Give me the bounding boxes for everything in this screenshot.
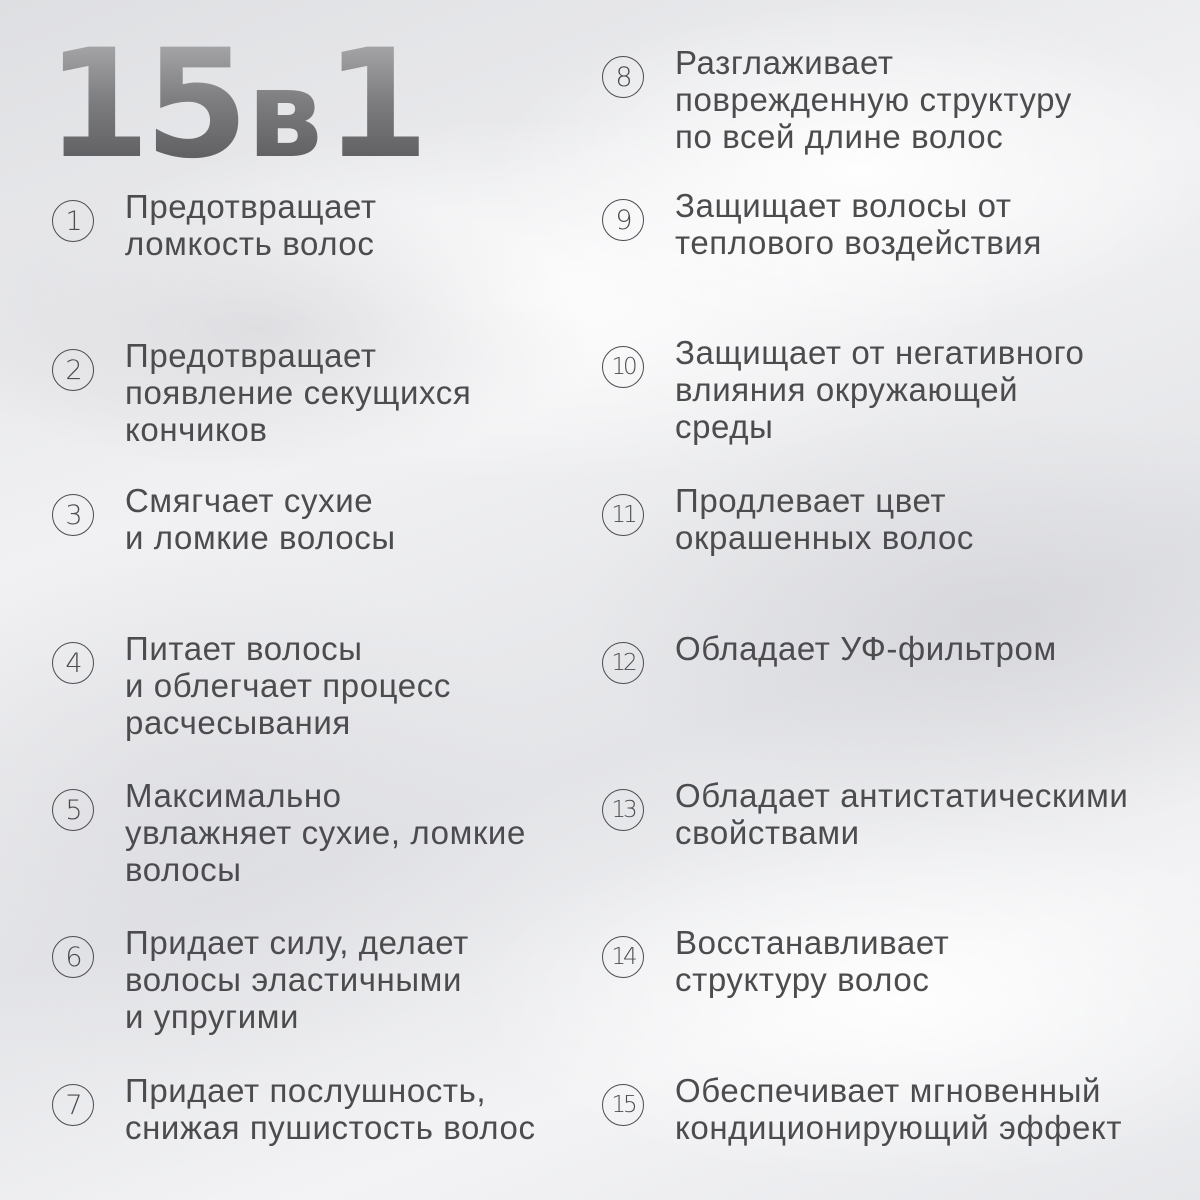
number-circle-10: 10 [602, 346, 644, 388]
benefit-line: Защищает от негативного [675, 334, 1085, 371]
number-circle-6: 6 [52, 936, 94, 978]
benefit-line: поврежденную структуру [675, 81, 1072, 118]
benefit-text-6 [125, 924, 469, 1035]
benefit-line: Питает волосы [125, 630, 363, 667]
benefit-line: среды [675, 408, 774, 445]
benefit-item-9 [602, 187, 1042, 261]
benefit-line: Обладает УФ-фильтром [675, 630, 1057, 667]
benefit-text-7 [125, 1072, 536, 1146]
number-circle-3: 3 [52, 494, 94, 536]
benefit-line: и упругими [125, 998, 300, 1035]
benefit-item-14 [602, 924, 950, 998]
benefit-text-1 [125, 188, 377, 262]
headline-number: 15 [46, 18, 243, 192]
benefit-text-12 [675, 630, 1057, 667]
benefit-line: Придает послушность, [125, 1072, 487, 1109]
benefit-line: волосы эластичными [125, 961, 462, 998]
benefit-line: кончиков [125, 411, 268, 448]
benefit-line: Предотвращает [125, 188, 377, 225]
benefit-line: появление секущихся [125, 374, 472, 411]
benefit-item-8 [602, 44, 1072, 155]
benefit-text-14 [675, 924, 949, 998]
benefit-line: Защищает волосы от [675, 187, 1012, 224]
benefit-line: ломкость волос [125, 225, 375, 262]
number-circle-9: 9 [602, 199, 644, 241]
benefit-text-2 [125, 337, 471, 448]
headline-15-in-1 [46, 18, 423, 203]
benefit-item-10 [602, 334, 1085, 445]
benefit-text-15 [675, 1072, 1122, 1146]
benefit-line: влияния окружающей [675, 371, 1019, 408]
benefit-text-4 [125, 630, 451, 741]
benefit-line: Восстанавливает [675, 924, 950, 961]
benefit-line: Смягчает сухие [125, 482, 374, 519]
benefit-item-2 [52, 337, 472, 448]
number-circle-1: 1 [52, 200, 94, 242]
number-circle-14: 14 [602, 936, 644, 978]
benefit-text-11 [675, 482, 974, 556]
benefit-line: Продлевает цвет [675, 482, 947, 519]
number-circle-7: 7 [52, 1084, 94, 1126]
benefit-item-6 [52, 924, 469, 1035]
number-circle-5: 5 [52, 789, 94, 831]
benefit-text-9 [675, 187, 1042, 261]
benefit-item-11 [602, 482, 975, 556]
benefit-line: Предотвращает [125, 337, 377, 374]
benefit-text-3 [125, 482, 396, 556]
benefit-line: теплового воздействия [675, 224, 1042, 261]
benefit-item-7 [52, 1072, 536, 1146]
headline-number-one: 1 [324, 18, 424, 192]
benefit-line: свойствами [675, 814, 860, 851]
benefit-line: снижая пушистость волос [125, 1109, 536, 1146]
number-circle-8: 8 [602, 56, 644, 98]
benefit-line: и облегчает процесс [125, 667, 451, 704]
benefit-text-8 [675, 44, 1072, 155]
headline-word: в [246, 46, 321, 185]
benefit-item-5 [52, 777, 526, 888]
number-circle-11: 11 [602, 494, 644, 536]
benefit-line: и ломкие волосы [125, 519, 396, 556]
benefit-line: кондиционирующий эффект [675, 1109, 1123, 1146]
benefit-line: увлажняет сухие, ломкие [125, 814, 526, 851]
number-circle-15: 15 [602, 1084, 644, 1126]
benefit-item-1 [52, 188, 377, 262]
benefit-line: Разглаживает [675, 44, 894, 81]
benefit-line: Обеспечивает мгновенный [675, 1072, 1102, 1109]
benefit-item-4 [52, 630, 451, 741]
benefit-line: расчесывания [125, 704, 351, 741]
benefit-line: Обладает антистатическими [675, 777, 1129, 814]
benefit-text-13 [675, 777, 1128, 851]
number-circle-13: 13 [602, 789, 644, 831]
benefit-item-12 [602, 630, 1057, 684]
number-circle-2: 2 [52, 349, 94, 391]
benefit-line: структуру волос [675, 961, 930, 998]
benefit-text-5 [125, 777, 526, 888]
number-circle-12: 12 [602, 642, 644, 684]
benefit-line: Придает силу, делает [125, 924, 469, 961]
benefit-text-10 [675, 334, 1084, 445]
number-circle-4: 4 [52, 642, 94, 684]
benefit-line: по всей длине волос [675, 118, 1004, 155]
benefit-line: волосы [125, 851, 242, 888]
benefit-item-15 [602, 1072, 1123, 1146]
benefit-line: Максимально [125, 777, 342, 814]
benefit-line: окрашенных волос [675, 519, 975, 556]
benefit-item-13 [602, 777, 1129, 851]
benefit-item-3 [52, 482, 396, 556]
